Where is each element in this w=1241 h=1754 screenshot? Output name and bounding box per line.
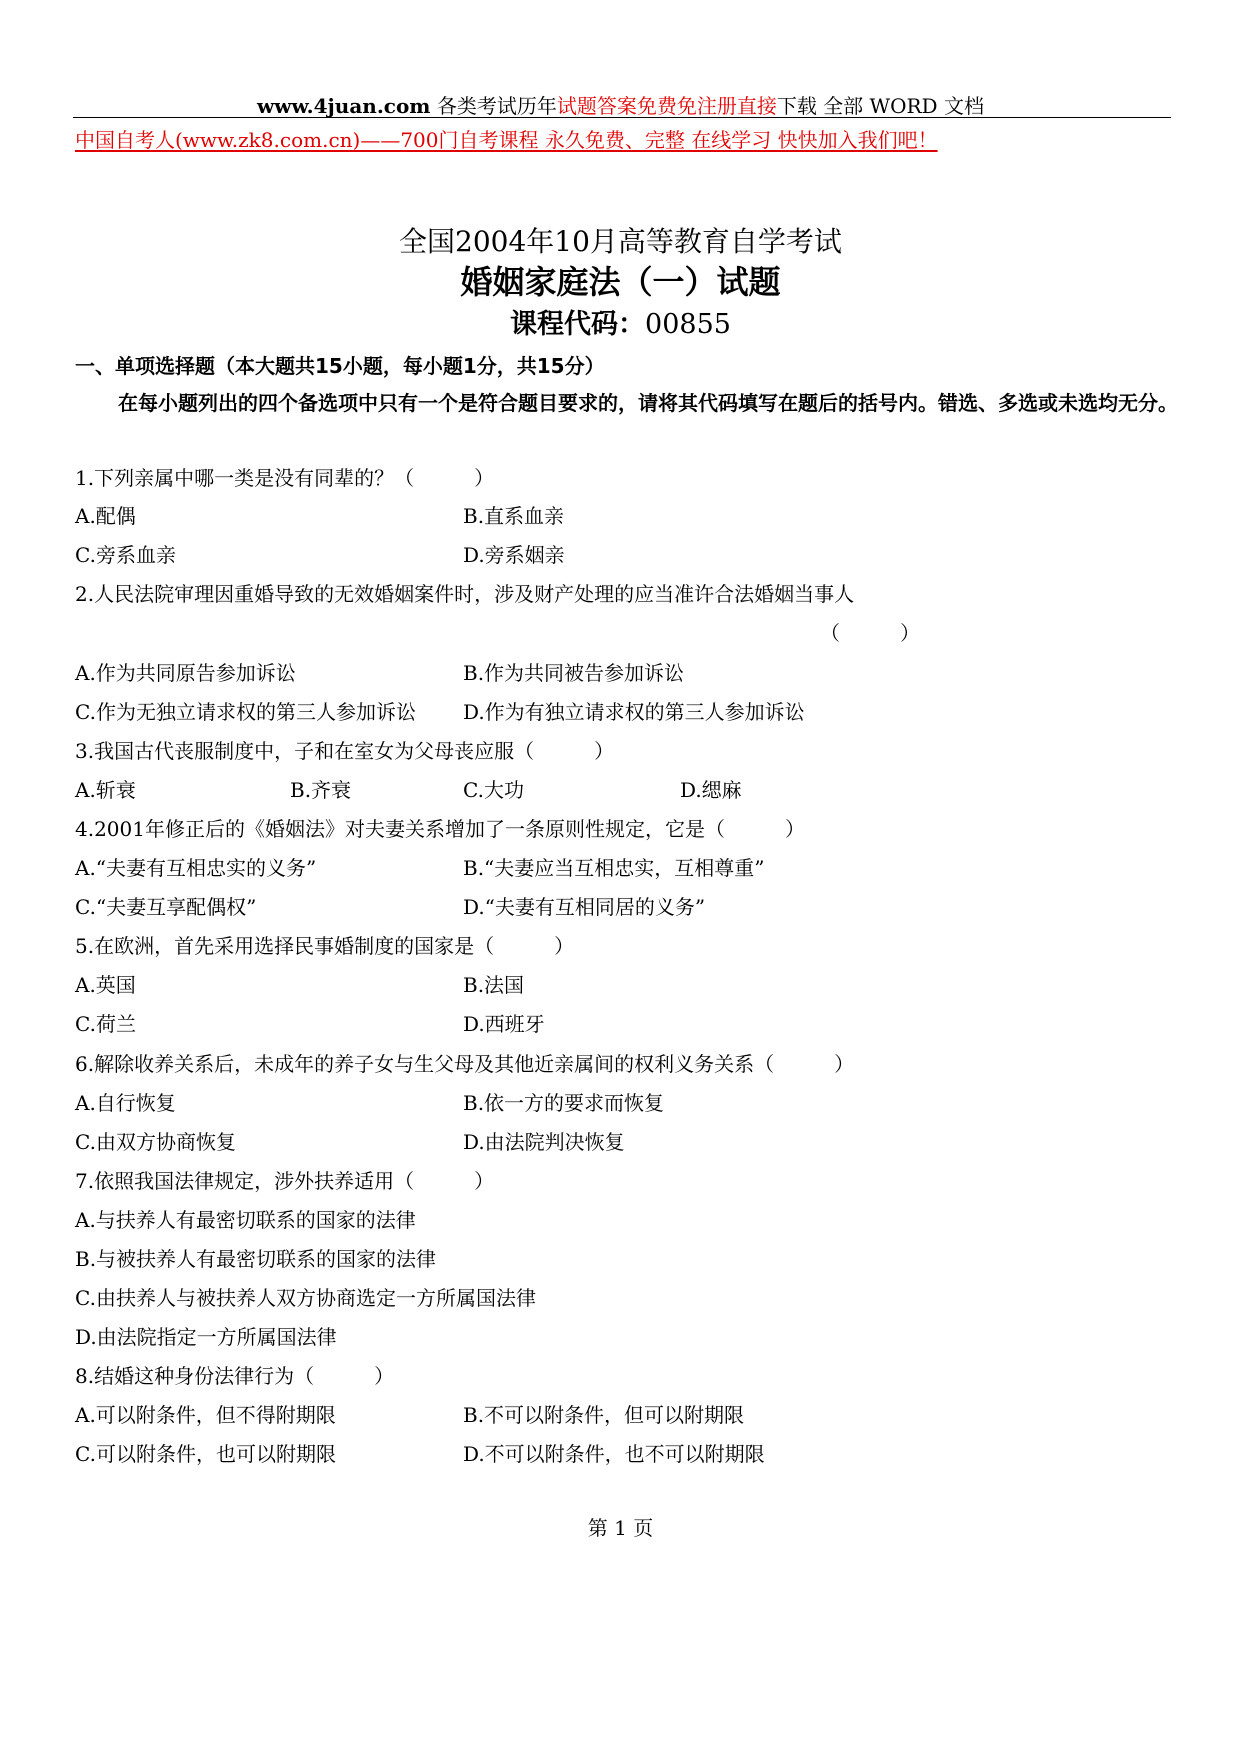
header-red-text: 试题答案免费免注册直接 [556,94,777,118]
option: B.法国 [463,973,525,997]
header-text-2: 下载 全部 WORD 文档 [776,94,984,118]
option: D.不可以附条件，也不可以附期限 [463,1442,765,1466]
subject-title: 婚姻家庭法（一）试题 [460,263,781,301]
option: D.缌麻 [680,778,742,802]
question-stem-6: 6.解除收养关系后，未成年的养子女与生父母及其他近亲属间的权利义务关系（ ） [75,1052,855,1076]
exam-title: 全国2004年10月高等教育自学考试 [399,225,842,258]
option: B.作为共同被告参加诉讼 [463,661,685,685]
option: D.西班牙 [463,1012,545,1036]
question-stem-5: 5.在欧洲，首先采用选择民事婚制度的国家是（ ） [75,934,575,958]
option: A.自行恢复 [75,1091,176,1115]
option: D.由法院指定一方所属国法律 [75,1325,337,1349]
option: B.齐衰 [290,778,352,802]
header-text: 各类考试历年 [436,94,557,118]
option: A.可以附条件，但不得附期限 [75,1403,336,1427]
question-stem-7: 7.依照我国法律规定，涉外扶养适用（ ） [75,1169,495,1193]
option: C.由双方协商恢复 [75,1130,236,1154]
option: B.与被扶养人有最密切联系的国家的法律 [75,1247,437,1271]
site-header [0,90,1241,119]
option: B.“夫妻应当互相忠实，互相尊重” [463,856,765,880]
question-stem-2: 2.人民法院审理因重婚导致的无效婚姻案件时，涉及财产处理的应当准许合法婚姻当事人 [75,582,855,606]
section-instruction: 在每小题列出的四个备选项中只有一个是符合题目要求的，请将其代码填写在题后的括号内。错选、多选或未选均无分。 [118,391,1178,415]
section-heading: 一、单项选择题（本大题共15小题，每小题1分，共15分） [75,354,605,378]
question-stem-3: 3.我国古代丧服制度中，子和在室女为父母丧应服（ ） [75,739,615,763]
option: D.由法院判决恢复 [463,1130,625,1154]
option: C.旁系血亲 [75,543,176,567]
course-code-value: 00855 [645,309,731,340]
option: A.英国 [75,973,136,997]
answer-bracket: （ ） [820,621,920,645]
option: C.荷兰 [75,1012,136,1036]
option: D.作为有独立请求权的第三人参加诉讼 [463,700,805,724]
option: A.“夫妻有互相忠实的义务” [75,856,317,880]
option: D.旁系姻亲 [463,543,565,567]
question-stem-8: 8.结婚这种身份法律行为（ ） [75,1364,395,1388]
option: C.由扶养人与被扶养人双方协商选定一方所属国法律 [75,1286,536,1310]
course-code-label: 课程代码： [510,309,646,340]
option: A.作为共同原告参加诉讼 [75,661,296,685]
option: B.直系血亲 [463,504,565,528]
option: A.斩衰 [75,778,136,802]
page-number: 第 1 页 [587,1516,654,1540]
option: C.“夫妻互享配偶权” [75,895,257,919]
option: C.可以附条件，也可以附期限 [75,1442,336,1466]
option: C.大功 [463,778,524,802]
question-stem-4: 4.2001年修正后的《婚姻法》对夫妻关系增加了一条原则性规定，它是（ ） [75,817,805,841]
option: B.依一方的要求而恢复 [463,1091,665,1115]
course-code [0,302,1241,341]
option: A.与扶养人有最密切联系的国家的法律 [75,1208,416,1232]
option: C.作为无独立请求权的第三人参加诉讼 [75,700,416,724]
header-divider [73,117,1171,118]
promo-link[interactable]: 中国自考人(www.zk8.com.cn)——700门自考课程 永久免费、完整 在线学习 快快加入我们吧！ [75,128,938,152]
option: D.“夫妻有互相同居的义务” [463,895,706,919]
option: A.配偶 [75,504,136,528]
site-link[interactable]: www.4juan.com [257,94,431,118]
option: B.不可以附条件，但可以附期限 [463,1403,745,1427]
question-stem-1: 1.下列亲属中哪一类是没有同辈的？（ ） [75,466,495,490]
